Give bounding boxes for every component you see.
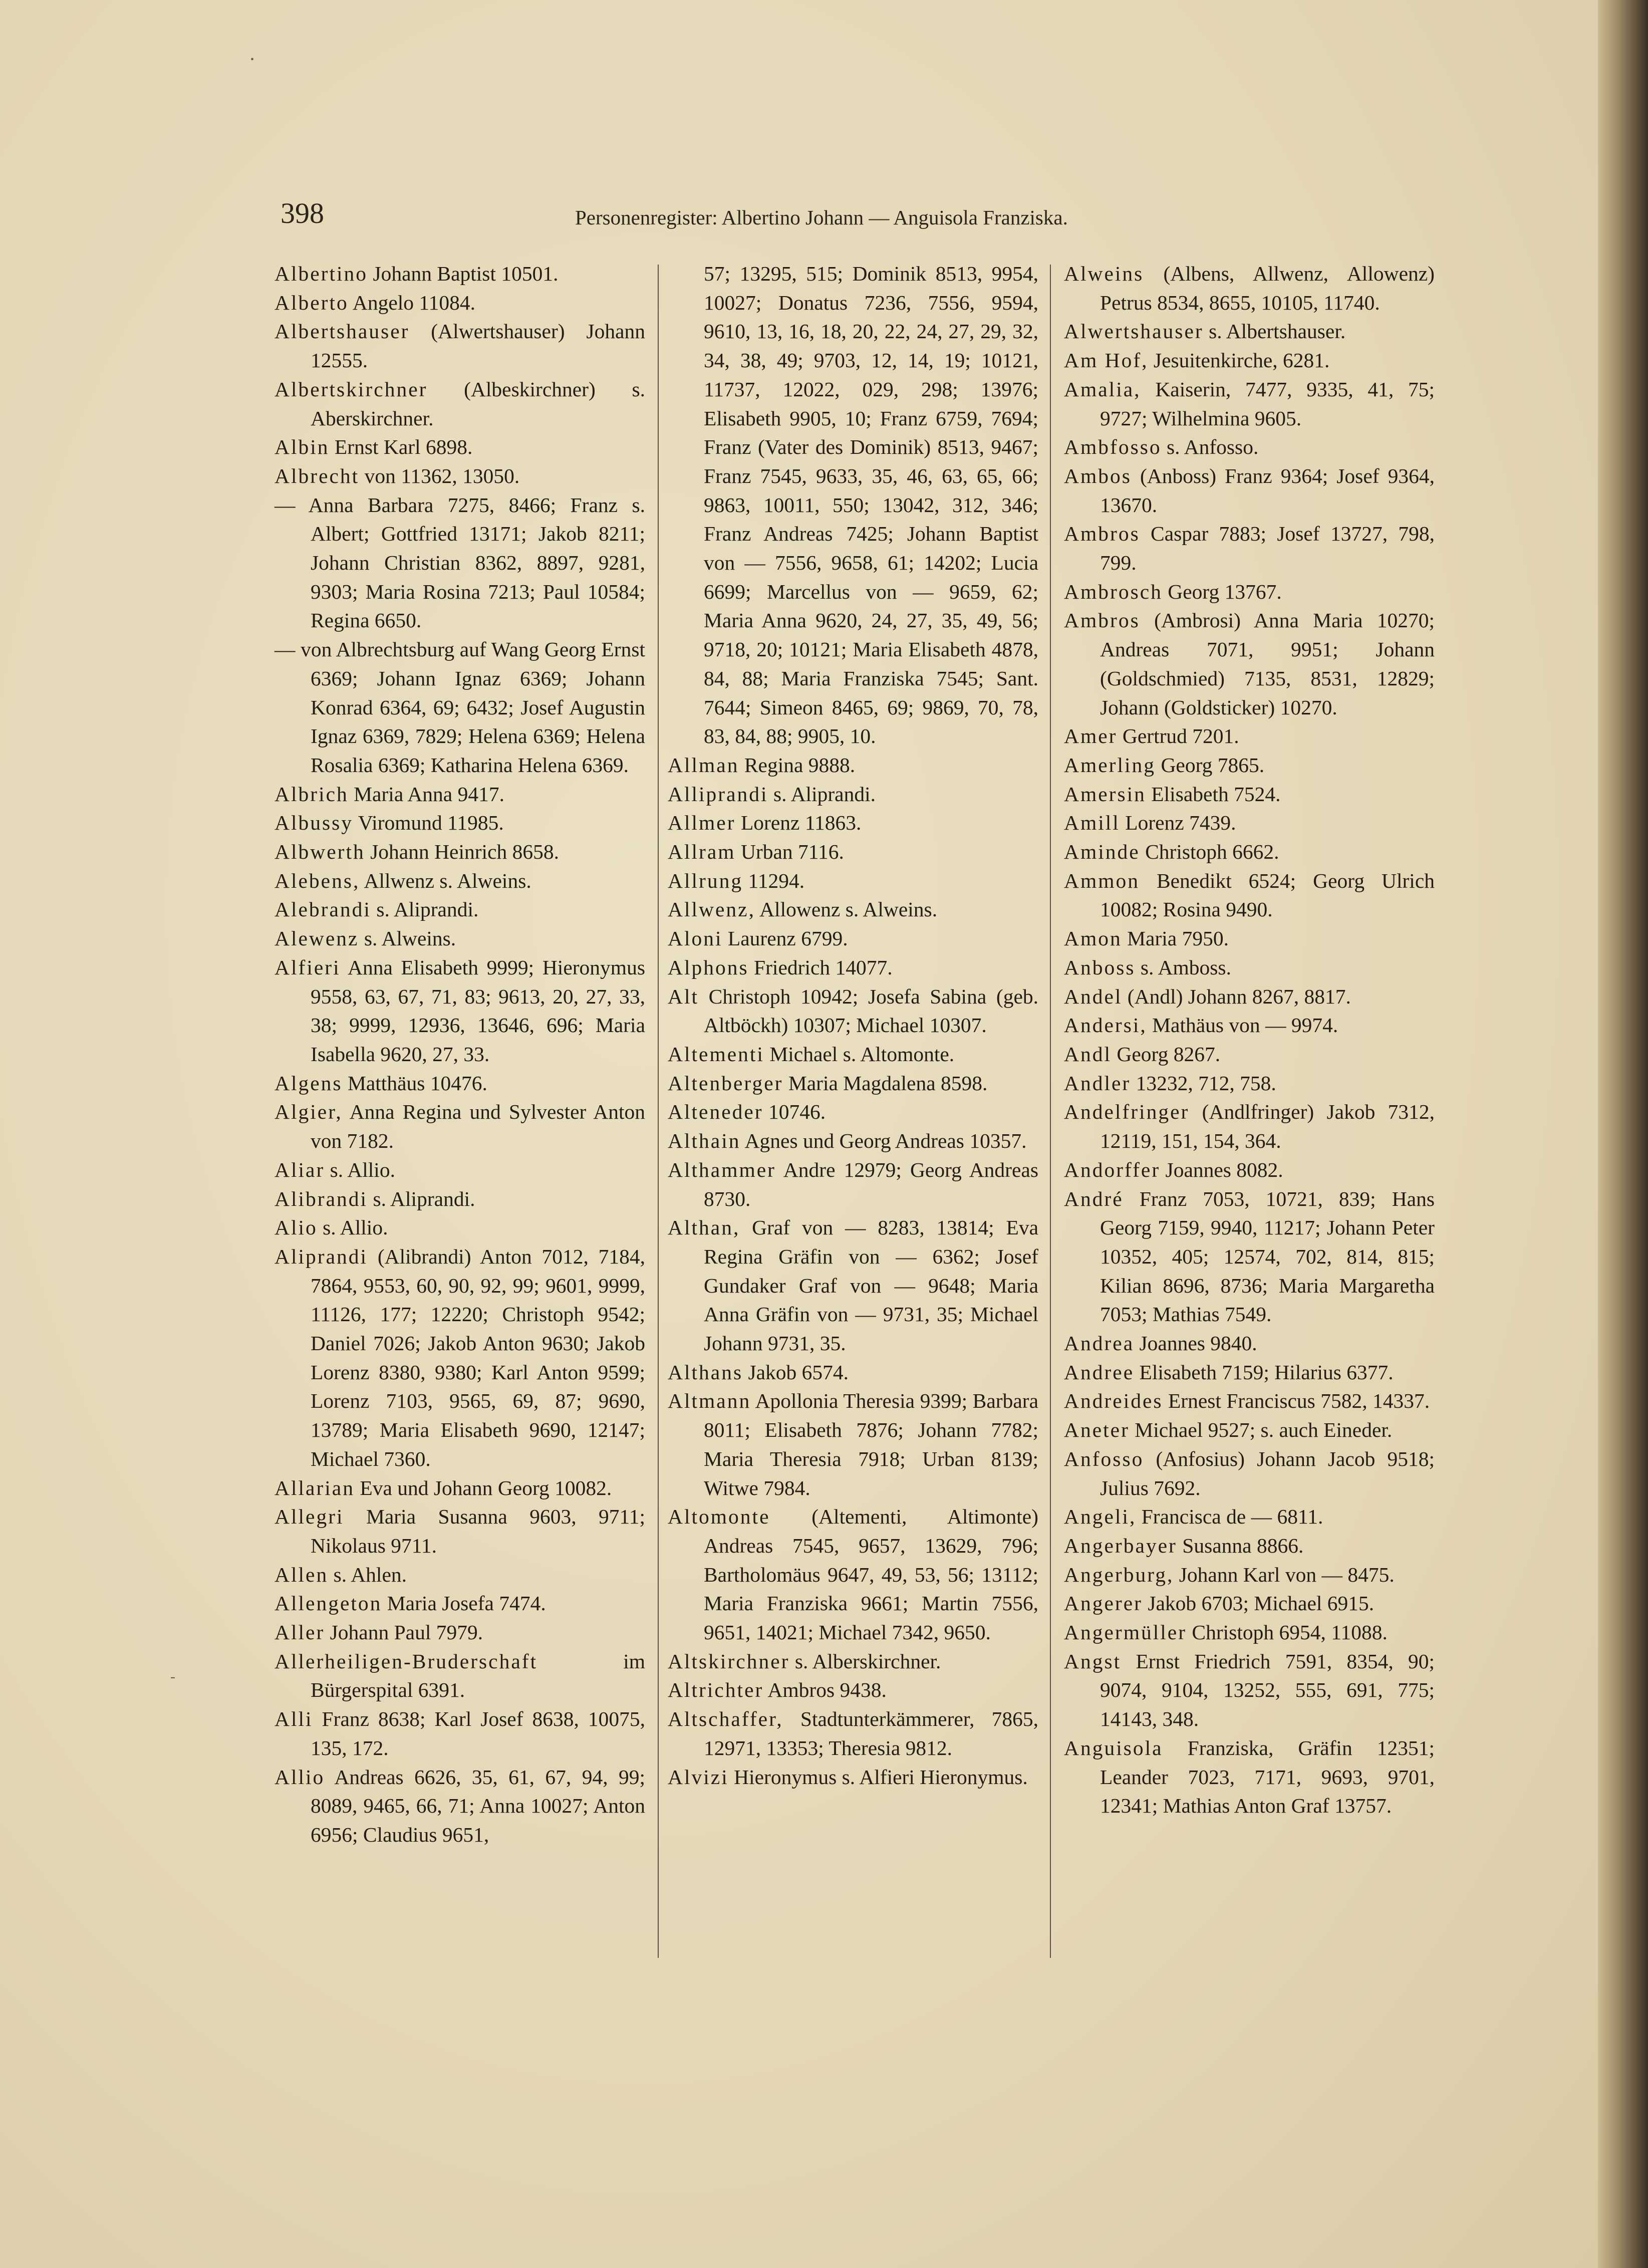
index-entry [274,375,645,433]
index-entry [274,1589,645,1618]
entry-headword: Allegri [274,1505,344,1529]
entry-headword: Am Hof, [1064,349,1149,372]
index-entry [1064,780,1435,809]
entry-headword: Ammon [1064,869,1140,892]
index-entry [668,809,1038,838]
index-entry [1064,375,1435,433]
index-entry [1064,1734,1435,1821]
entry-headword: Ambros [1064,609,1140,632]
index-entry [668,895,1038,924]
index-entry [668,1676,1038,1705]
index-entry [1064,462,1435,520]
entry-text: Graf von — 8283, 13814; Eva Regina Gräfin von — 6362; Josef Gundaker Graf von — 9648; Maria Anna Gräfin von — 9731, 35; Michael Johann 9731, 35. [704,1216,1038,1355]
entry-headword: Alteneder [668,1100,763,1124]
entry-text: Johann Heinrich 8658. [370,840,560,864]
entry-text: s. Alberskirchner. [794,1649,941,1673]
index-entry [1064,1329,1435,1358]
entry-text: s. Ahlen. [333,1563,407,1586]
entry-headword: Ambos [1064,464,1132,487]
running-header: Personenregister: Albertino Johann — Anguisola Franziska. [575,206,1068,229]
entry-headword: Allram [668,840,736,864]
entry-text: (Anboss) Franz 9364; Josef 9364, 13670. [1100,464,1435,517]
entry-headword: Altrichter [668,1678,764,1702]
index-entry [668,1098,1038,1127]
entry-text: s. Amboss. [1140,955,1231,979]
index-entry [1064,1561,1435,1590]
entry-text: (Ambrosi) Anna Maria 10270; Andreas 7071, 9951; Johann (Goldschmied) 7135, 8531, 12829; Johann (Goldsticker) 10270. [1100,609,1435,719]
index-entry [1064,1618,1435,1647]
index-entry [274,1618,645,1647]
entry-text: Mathäus von — 9974. [1152,1014,1338,1037]
index-entry [668,1358,1038,1387]
entry-headword: Amalia, [1064,377,1141,401]
index-entry [1064,982,1435,1012]
index-entry [1064,606,1435,722]
entry-text: Franz 8638; Karl Josef 8638, 10075, 135, 172. [311,1707,645,1759]
entry-text: Apollonia Theresia 9399; Barbara 8011; Elisabeth 7876; Johann 7782; Maria Theresia 7918; Urban 8139; Witwe 7984. [704,1389,1038,1499]
entry-headword: Aloni [668,927,723,950]
index-entry [1064,1387,1435,1416]
entry-headword: Altenberger [668,1071,783,1095]
entry-headword: Allen [274,1563,329,1586]
index-entry [274,491,645,636]
index-entry [274,1098,645,1155]
entry-text: Allowenz s. Alweins. [759,898,938,921]
entry-text: Georg 8267. [1117,1042,1221,1066]
index-entry [274,867,645,896]
entry-text: 10746. [768,1100,826,1124]
entry-text: Johann Karl von — 8475. [1179,1563,1395,1586]
entry-text: Maria Josefa 7474. [387,1592,546,1615]
entry-headword: Andler [1064,1071,1131,1095]
entry-text: Anna Regina und Sylvester Anton von 7182. [311,1100,645,1153]
entry-headword: — [274,638,296,661]
entry-headword: Angermüller [1064,1621,1187,1644]
index-entry [1064,1445,1435,1502]
index-entry [1064,317,1435,346]
entry-text: s. Alweins. [364,927,456,950]
index-entry [668,1156,1038,1213]
entry-headword: Anfosso [1064,1447,1144,1470]
entry-headword: Alio [274,1216,318,1239]
entry-headword: Andelfringer [1064,1100,1190,1124]
entry-headword: Alvizi [668,1765,729,1789]
entry-headword: Angerbayer [1064,1534,1177,1557]
entry-text: Maria Anna 9417. [354,782,504,806]
index-entry [274,260,645,289]
paper-speck: • [250,54,254,65]
index-column-3 [1064,260,1435,1821]
page-edge [1598,0,1648,2268]
entry-headword: — [274,493,296,517]
entry-headword: Amer [1064,724,1118,748]
entry-headword: Albrich [274,782,349,806]
entry-headword: Alwertshauser [1064,320,1204,343]
entry-text: Jesuitenkirche, 6281. [1153,349,1330,372]
index-entry [1064,953,1435,982]
entry-text: (Andl) Johann 8267, 8817. [1127,984,1351,1008]
index-entry [274,433,645,462]
entry-headword: Angerer [1064,1592,1143,1615]
index-entry [1064,1098,1435,1155]
index-entry [1064,1069,1435,1098]
index-entry [1064,260,1435,317]
index-column-1 [274,260,645,1850]
index-entry [274,1647,645,1705]
entry-headword: Alberto [274,291,349,314]
entry-text: Laurenz 6799. [727,927,848,950]
index-entry [668,838,1038,867]
entry-headword: Anguisola [1064,1736,1163,1759]
entry-headword: Alfieri [274,955,341,979]
index-entry [1064,1156,1435,1185]
entry-text: Andre 12979; Georg Andreas 8730. [704,1158,1038,1210]
entry-headword: Angerburg, [1064,1563,1174,1586]
page-number: 398 [281,197,324,229]
entry-text: Ernest Franciscus 7582, 14337. [1168,1389,1430,1413]
entry-text: 13232, 712, 758. [1136,1071,1276,1095]
entry-text: Jakob 6703; Michael 6915. [1148,1592,1375,1615]
entry-text: Caspar 7883; Josef 13727, 798, 799. [1100,522,1435,575]
entry-headword: Altmann [668,1389,751,1413]
entry-headword: Alli [274,1707,313,1731]
entry-headword: Angst [1064,1649,1122,1673]
index-entry [274,1705,645,1762]
entry-text: Andreas 6626, 35, 61, 67, 94, 99; 8089, 9465, 66, 71; Anna 10027; Anton 6956; Claudius 9651, [311,1765,645,1846]
entry-headword: André [1064,1187,1124,1210]
index-entry [1064,578,1435,607]
entry-headword: Alebens, [274,869,360,892]
index-entry [1064,1416,1435,1445]
entry-text: Gertrud 7201. [1122,724,1239,748]
entry-headword: Amerling [1064,753,1156,777]
entry-text: Johann Paul 7979. [330,1621,483,1644]
index-entry [1064,433,1435,462]
entry-text: Johann Baptist 10501. [373,262,559,285]
index-entry [668,924,1038,953]
entry-text: Benedikt 6524; Georg Ulrich 10082; Rosina 9490. [1100,869,1435,921]
entry-text: Michael 9527; s. auch Eineder. [1135,1418,1393,1442]
entry-text: im Bürgerspital 6391. [311,1649,645,1702]
entry-headword: Albrecht [274,464,360,487]
entry-text: (Altementi, Altimonte) Andreas 7545, 9657, 13629, 796; Bartholomäus 9647, 49, 53, 56; 13112; Maria Franziska 9661; Martin 7556, 9651, 14021; Michael 7342, 9650. [704,1505,1038,1644]
index-entry [1064,1040,1435,1069]
entry-headword: Altschaffer, [668,1707,783,1731]
index-entry [668,1069,1038,1098]
entry-text: Hieronymus s. Alfieri Hieronymus. [734,1765,1028,1789]
entry-text: Francisca de — 6811. [1141,1505,1323,1529]
entry-text: s. Aliprandi. [773,782,876,806]
index-entry [274,780,645,809]
entry-headword: Althans [668,1360,743,1384]
entry-headword: Andorffer [1064,1158,1161,1181]
entry-text: Eva und Johann Georg 10082. [360,1476,612,1499]
entry-text: Stadtunterkämmerer, 7865, 12971, 13353; Theresia 9812. [704,1707,1038,1759]
entry-text: Georg 13767. [1168,580,1282,603]
entry-text: 11294. [748,869,805,892]
index-entry [274,809,645,838]
index-entry [1064,751,1435,780]
entry-text: s. Aliprandi. [373,1187,475,1210]
index-entry [274,1069,645,1098]
entry-headword: Allengeton [274,1592,382,1615]
entry-text: von Albrechtsburg auf Wang Georg Ernst 6369; Johann Ignaz 6369; Johann Konrad 6364, 69; 6432; Josef Augustin Ignaz 6369, 7829; Helena 6369; Helena Rosalia 6369; Katharina Helena 6369. [301,638,646,777]
margin-mark: - [170,1668,175,1685]
entry-headword: Ambros [1064,522,1140,546]
index-entry [274,1156,645,1185]
entry-text: Jakob 6574. [748,1360,849,1384]
entry-text: Angelo 11084. [352,291,476,314]
entry-headword: Albwerth [274,840,365,864]
entry-text: Lorenz 7439. [1125,811,1236,835]
index-entry [1064,1532,1435,1561]
index-entry [668,260,1038,751]
index-entry [274,1185,645,1214]
entry-text: Elisabeth 7159; Hilarius 6377. [1139,1360,1394,1384]
entry-text: Anna Barbara 7275, 8466; Franz s. Albert; Gottfried 13171; Jakob 8211; Johann Christian 8362, 8897, 9281, 9303; Maria Rosina 7213; Paul 10584; Regina 6650. [308,493,645,632]
index-entry [668,751,1038,780]
index-entry [1064,520,1435,577]
entry-headword: Alebrandi [274,898,371,921]
index-entry [274,635,645,780]
entry-headword: Alewenz [274,927,359,950]
entry-headword: Althain [668,1129,741,1153]
entry-headword: Althan, [668,1216,740,1239]
index-entry [274,953,645,1069]
entry-headword: Allwenz, [668,898,755,921]
entry-headword: Altskirchner [668,1649,790,1673]
index-entry [274,838,645,867]
entry-headword: Albertskirchner [274,377,428,401]
index-entry [668,1763,1038,1792]
entry-headword: Aminde [1064,840,1140,864]
entry-text: Friedrich 14077. [754,955,893,979]
entry-text: s. Allio. [323,1216,388,1239]
entry-text: Franziska, Gräfin 12351; Leander 7023, 7171, 9693, 9701, 12341; Mathias Anton Graf 13757. [1100,1736,1435,1818]
entry-text: Kaiserin, 7477, 9335, 41, 75; 9727; Wilhelmina 9605. [1100,377,1435,430]
entry-text: Ambros 9438. [767,1678,887,1702]
index-entry [668,1213,1038,1358]
index-entry [1064,1589,1435,1618]
entry-headword: Allio [274,1765,325,1789]
index-entry [274,1242,645,1474]
entry-headword: Amill [1064,811,1120,835]
entry-headword: Alt [668,984,699,1008]
entry-headword: Anboss [1064,955,1136,979]
index-entry [1064,1358,1435,1387]
entry-text: Regina 9888. [744,753,856,777]
entry-headword: Ambrosch [1064,580,1163,603]
entry-headword: Albussy [274,811,354,835]
index-entry [668,1705,1038,1762]
entry-text: Susanna 8866. [1182,1534,1304,1557]
entry-headword: Aliprandi [274,1244,368,1268]
index-entry [274,895,645,924]
entry-text: von 11362, 13050. [364,464,520,487]
index-entry [1064,1647,1435,1734]
index-entry [1064,722,1435,751]
index-entry [274,924,645,953]
entry-headword: Albin [274,435,330,459]
entry-headword: Andel [1064,984,1123,1008]
index-entry [274,1213,645,1242]
entry-text: Lorenz 11863. [740,811,862,835]
entry-text: (Anfosius) Johann Jacob 9518; Julius 7692. [1100,1447,1435,1499]
entry-text: Viromund 11985. [358,811,504,835]
index-entry [668,953,1038,982]
entry-text: Allwenz s. Alweins. [364,869,531,892]
entry-headword: Allman [668,753,739,777]
entry-headword: Algier, [274,1100,343,1124]
entry-text: Georg 7865. [1161,753,1265,777]
index-entry [1064,809,1435,838]
entry-headword: Andree [1064,1360,1135,1384]
entry-headword: Andrea [1064,1332,1135,1355]
index-entry [1064,924,1435,953]
index-entry [274,289,645,318]
entry-text: Christoph 6662. [1145,840,1279,864]
entry-headword: Altementi [668,1042,764,1066]
entry-text: Maria 7950. [1127,927,1229,950]
entry-headword: Amersin [1064,782,1146,806]
entry-headword: Angeli, [1064,1505,1137,1529]
index-entry [1064,1502,1435,1532]
entry-headword: Allmer [668,811,736,835]
entry-headword: Ambfosso [1064,435,1162,459]
index-entry [668,982,1038,1040]
entry-text: Franz 7053, 10721, 839; Hans Georg 7159, 9940, 11217; Johann Peter 10352, 405; 12574, 702, 814, 815; Kilian 8696, 8736; Maria Margaretha 7053; Mathias 7549. [1100,1187,1435,1326]
entry-headword: Alibrandi [274,1187,368,1210]
entry-text: Maria Magdalena 8598. [788,1071,988,1095]
entry-text: s. Aliprandi. [376,898,479,921]
entry-headword: Alliprandi [668,782,768,806]
index-entry [274,1474,645,1503]
entry-text: (Albens, Allwenz, Allowenz) Petrus 8534, 8655, 10105, 11740. [1100,262,1435,314]
index-entry [668,867,1038,896]
entry-text: Elisabeth 7524. [1151,782,1281,806]
entry-headword: Amon [1064,927,1122,950]
index-entry [274,1763,645,1850]
entry-headword: Algens [274,1071,343,1095]
column-divider [658,265,659,1958]
index-entry [668,1387,1038,1502]
index-entry [668,1502,1038,1647]
entry-text: Ernst Karl 6898. [334,435,473,459]
entry-text: (Alibrandi) Anton 7012, 7184, 7864, 9553, 60, 90, 92, 99; 9601, 9999, 11126, 177; 12220; Christoph 9542; Daniel 7026; Jakob Anton 9630; Jakob Lorenz 8380, 9380; Karl Anton 9599; Lorenz 7103, 9565, 69, 87; 9690, 13789; Maria Elisabeth 9690, 12147; Michael 7360. [311,1244,646,1470]
entry-text: Anna Elisabeth 9999; Hieronymus 9558, 63, 67, 71, 83; 9613, 20, 27, 33, 38; 9999, 12936, 13646, 696; Maria Isabella 9620, 27, 33. [311,955,645,1066]
entry-text: Agnes und Georg Andreas 10357. [744,1129,1027,1153]
entry-text: Joannes 8082. [1165,1158,1283,1181]
entry-headword: Andersi, [1064,1014,1147,1037]
entry-headword: Alphons [668,955,749,979]
index-entry [668,1647,1038,1676]
entry-headword: Allrung [668,869,743,892]
entry-text: Joannes 9840. [1139,1332,1257,1355]
entry-text: s. Albertshauser. [1209,320,1346,343]
entry-headword: Allerheiligen-Bruderschaft [274,1649,538,1673]
entry-headword: Allarian [274,1476,355,1499]
index-entry [1064,1011,1435,1040]
entry-text: (Alwertshauser) Johann 12555. [311,320,645,372]
index-column-2 [668,260,1038,1792]
entry-headword: Aller [274,1621,325,1644]
index-entry [1064,867,1435,924]
index-entry [1064,838,1435,867]
entry-headword: Andl [1064,1042,1112,1066]
index-entry [274,1502,645,1560]
entry-headword: Aliar [274,1158,325,1181]
column-divider [1050,265,1051,1958]
index-entry [1064,346,1435,375]
entry-headword: Aneter [1064,1418,1130,1442]
index-entry [668,780,1038,809]
entry-headword: Alweins [1064,262,1144,285]
entry-text: Maria Susanna 9603, 9711; Nikolaus 9711. [311,1505,646,1557]
entry-text: s. Anfosso. [1167,435,1259,459]
entry-text: Christoph 10942; Josefa Sabina (geb. Altböckh) 10307; Michael 10307. [704,984,1038,1037]
entry-text: (Albeskirchner) s. Aberskirchner. [311,377,645,430]
entry-text: (Andlfringer) Jakob 7312, 12119, 151, 154, 364. [1100,1100,1435,1153]
entry-headword: Albertshauser [274,320,410,343]
entry-headword: Altomonte [668,1505,770,1529]
entry-headword: Andreides [1064,1389,1163,1413]
entry-text: Urban 7116. [740,840,844,864]
entry-text: Christoph 6954, 11088. [1192,1621,1388,1644]
index-entry [1064,1185,1435,1330]
index-entry [668,1040,1038,1069]
entry-headword: Albertino [274,262,368,285]
entry-text: 57; 13295, 515; Dominik 8513, 9954, 10027; Donatus 7236, 7556, 9594, 9610, 13, 16, 18, 20, 22, 24, 27, 29, 32, 34, 38, 49; 9703, 12, 14, 19; 10121, 11737, 12022, 029, 298; 13976; Elisabeth 9905, 10; Franz 6759, 7694; Franz (Vater des Dominik) 8513, 9467; Franz 7545, 9633, 35, 46, 63, 65, 66; 9863, 10011, 550; 13042, 312, 346; Franz Andreas 7425; Johann Baptist von — 7556, 9658, 61; 14202; Lucia 6699; Marcellus von — 9659, 62; Maria Anna 9620, 24, 27, 35, 49, 56; 9718, 20; 10121; Maria Elisabeth 4878, 84, 88; Maria Franziska 7545; Sant. 7644; Simeon 8465, 69; 9869, 70, 78, 83, 84, 88; 9905, 10. [704,262,1038,748]
index-entry [274,1561,645,1590]
entry-text: s. Allio. [330,1158,395,1181]
index-entry [274,462,645,491]
entry-text: Matthäus 10476. [347,1071,487,1095]
entry-text: Ernst Friedrich 7591, 8354, 90; 9074, 9104, 13252, 555, 691, 775; 14143, 348. [1100,1649,1435,1731]
index-entry [274,317,645,375]
index-entry [668,1127,1038,1156]
entry-text: Michael s. Altomonte. [769,1042,955,1066]
entry-headword: Althammer [668,1158,776,1181]
